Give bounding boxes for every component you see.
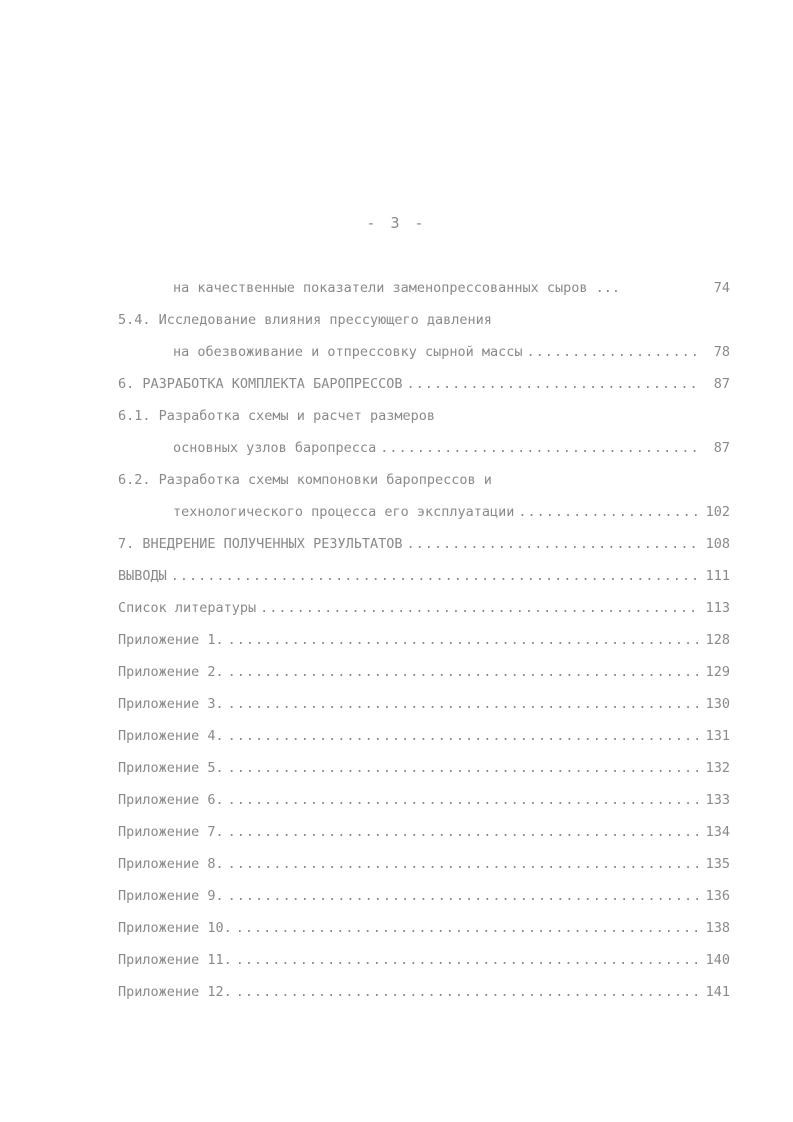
toc-entry-title: Приложение 4. — [118, 728, 224, 744]
toc-entry — [118, 344, 730, 376]
toc-entry-page: 87 — [713, 440, 730, 456]
toc-entry-title: Приложение 12. — [118, 984, 232, 1000]
toc-leader-dots — [228, 792, 698, 808]
toc-leader-dots — [171, 568, 698, 584]
toc-entry-page: 132 — [705, 760, 730, 776]
toc-entry — [118, 408, 730, 440]
toc-leader-dots — [228, 664, 698, 680]
toc-leader-dots — [228, 856, 698, 872]
toc-leader-dots — [518, 504, 698, 520]
toc-entry-title: Приложение 8. — [118, 856, 224, 872]
toc-entry-page: 141 — [705, 984, 730, 1000]
toc-entry-title: 6. РАЗРАБОТКА КОМПЛЕКТА БАРОПРЕССОВ — [118, 376, 403, 392]
toc-entry-title: Приложение 5. — [118, 760, 224, 776]
toc-entry — [118, 312, 730, 344]
toc-entry — [118, 728, 730, 760]
toc-entry — [118, 920, 730, 952]
toc-leader-dots — [228, 632, 698, 648]
toc-entry-title: Приложение 7. — [118, 824, 224, 840]
toc-entry — [118, 600, 730, 632]
toc-entry — [118, 760, 730, 792]
toc-entry-page: 133 — [705, 792, 730, 808]
toc-entry — [118, 952, 730, 984]
toc-entry-title: технологического процесса его эксплуатации — [173, 504, 515, 520]
toc-entry-page: 136 — [705, 888, 730, 904]
toc-entry-title: на качественные показатели заменопрессованных сыров ... — [173, 280, 621, 296]
toc-leader-dots — [236, 920, 698, 936]
toc-entry-title: Приложение 1. — [118, 632, 224, 648]
toc-entry — [118, 888, 730, 920]
toc-entry-page: 131 — [705, 728, 730, 744]
toc-leader-dots — [236, 984, 698, 1000]
toc-entry-page: 87 — [713, 376, 730, 392]
toc-entry-title: 6.1. Разработка схемы и расчет размеров — [118, 408, 435, 424]
toc-leader-dots — [228, 760, 698, 776]
toc-entry-title: основных узлов баропресса — [173, 440, 377, 456]
toc-entry — [118, 824, 730, 856]
toc-entry-page: 129 — [705, 664, 730, 680]
page-number: - 3 - — [366, 214, 427, 232]
toc-entry-title: Приложение 11. — [118, 952, 232, 968]
toc-leader-dots — [406, 536, 698, 552]
toc-entry — [118, 664, 730, 696]
toc-entry-title: Приложение 10. — [118, 920, 232, 936]
toc-entry — [118, 504, 730, 536]
toc-entry — [118, 280, 730, 312]
toc-leader-dots — [228, 696, 698, 712]
toc-leader-dots — [228, 824, 698, 840]
toc-entry-title: на обезвоживание и отпрессовку сырной массы — [173, 344, 523, 360]
toc-entry-page: 134 — [705, 824, 730, 840]
toc-entry — [118, 856, 730, 888]
toc-entry-page: 108 — [705, 536, 730, 552]
toc-entry — [118, 696, 730, 728]
toc-leader-dots — [228, 888, 698, 904]
toc-entry-title: 7. ВНЕДРЕНИЕ ПОЛУЧЕННЫХ РЕЗУЛЬТАТОВ — [118, 536, 403, 552]
toc-entry — [118, 984, 730, 1016]
toc-leader-dots — [228, 728, 698, 744]
toc-entry-page: 138 — [705, 920, 730, 936]
toc-entry-page: 130 — [705, 696, 730, 712]
toc-entry — [118, 376, 730, 408]
toc-entry-title: Приложение 3. — [118, 696, 224, 712]
toc-entry — [118, 568, 730, 600]
toc-entry-page: 140 — [705, 952, 730, 968]
toc-entry — [118, 792, 730, 824]
toc-entry-page: 102 — [705, 504, 730, 520]
toc-entry-page: 74 — [713, 280, 730, 296]
table-of-contents — [118, 280, 730, 1016]
toc-entry-page: 78 — [713, 344, 730, 360]
toc-entry-title: Приложение 9. — [118, 888, 224, 904]
toc-entry-title: Список литературы — [118, 600, 257, 616]
toc-entry-page: 135 — [705, 856, 730, 872]
toc-entry-title: 5.4. Исследование влияния прессующего давления — [118, 312, 492, 328]
toc-entry — [118, 440, 730, 472]
toc-entry-page: 111 — [705, 568, 730, 584]
toc-leader-dots — [380, 440, 698, 456]
toc-entry — [118, 472, 730, 504]
toc-entry-title: ВЫВОДЫ — [118, 568, 167, 584]
toc-entry-title: Приложение 6. — [118, 792, 224, 808]
toc-entry-page: 113 — [705, 600, 730, 616]
toc-leader-dots — [527, 344, 699, 360]
toc-entry — [118, 632, 730, 664]
toc-entry — [118, 536, 730, 568]
toc-leader-dots — [406, 376, 698, 392]
toc-entry-title: Приложение 2. — [118, 664, 224, 680]
toc-entry-title: 6.2. Разработка схемы компоновки баропрессов и — [118, 472, 492, 488]
toc-entry-page: 128 — [705, 632, 730, 648]
toc-leader-dots — [236, 952, 698, 968]
toc-leader-dots — [260, 600, 698, 616]
